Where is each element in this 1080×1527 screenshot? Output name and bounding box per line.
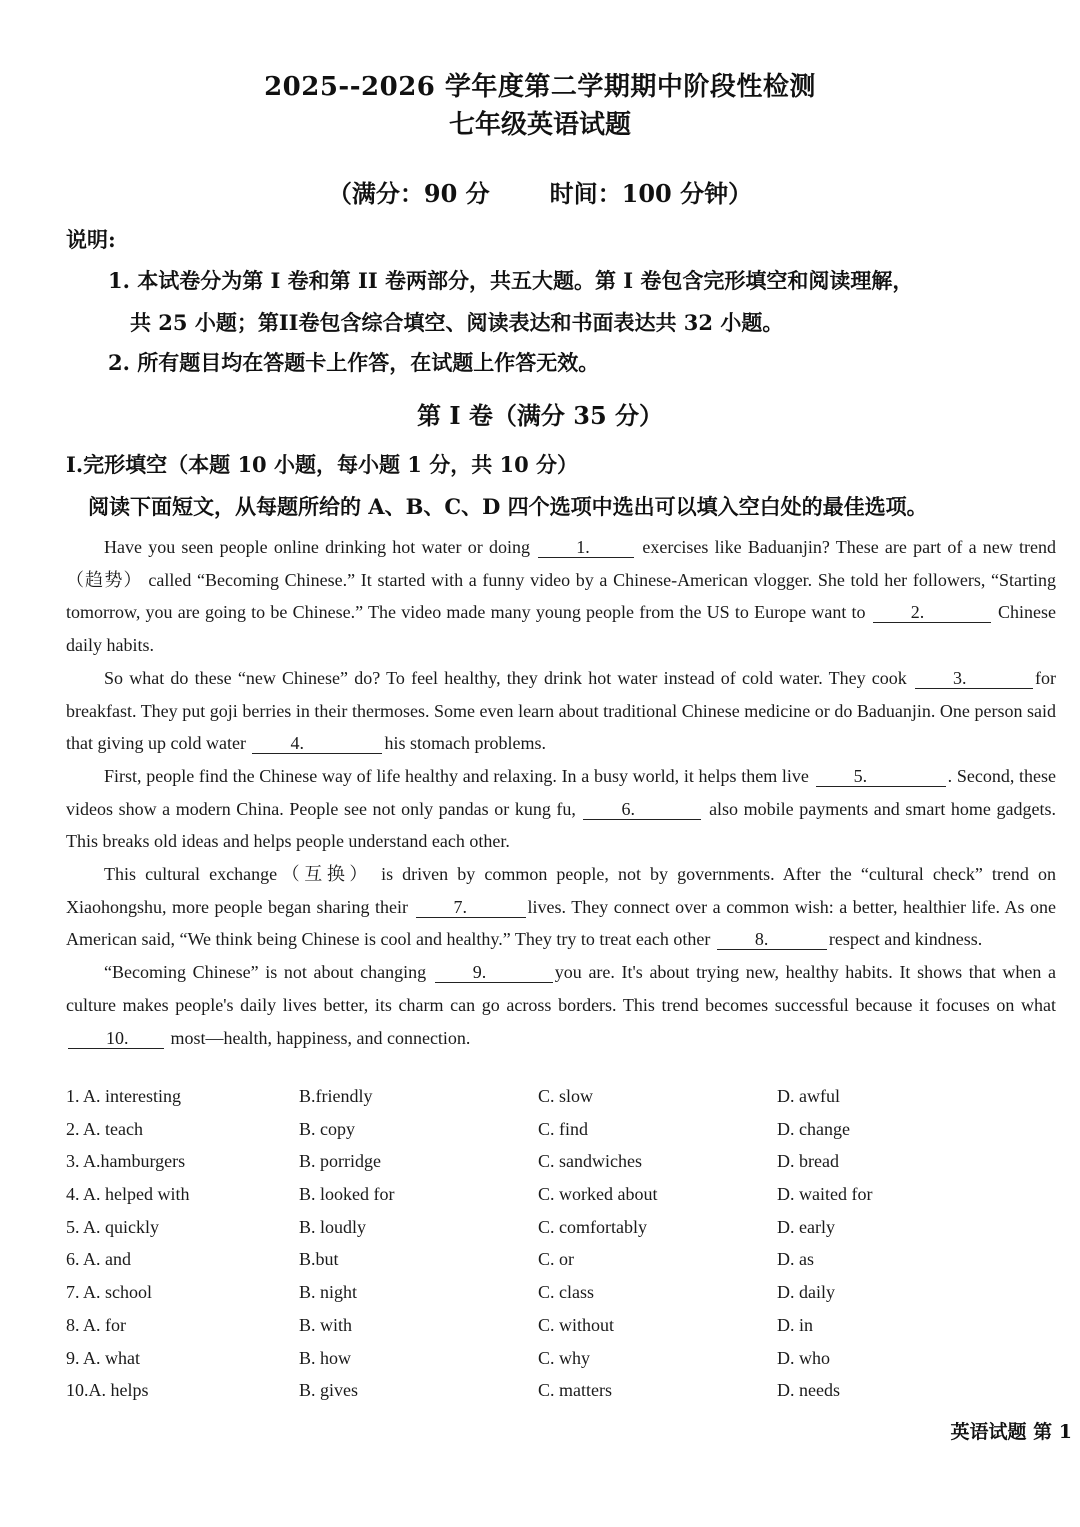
option-a: 7. A. school	[66, 1282, 153, 1303]
option-b: B. how	[299, 1347, 352, 1368]
option-d: D. in	[777, 1314, 813, 1335]
option-b: B. night	[299, 1282, 358, 1303]
exam-subtitle: 七年级英语试题	[448, 110, 631, 140]
section-title: I.完形填空（本题 10 小题，每小题 1 分，共 10 分）	[66, 452, 579, 477]
option-c: C. comfortably	[538, 1216, 647, 1237]
section-instruction: 阅读下面短文，从每题所给的 A、B、C、D 四个选项中选出可以填入空白处的最佳选项。	[88, 494, 928, 519]
option-a: 6. A. and	[66, 1249, 131, 1270]
option-a: 4. A. helped with	[66, 1184, 190, 1205]
option-d: D. change	[777, 1118, 850, 1139]
notes-label: 说明:	[66, 227, 116, 252]
option-d: D. daily	[777, 1282, 835, 1303]
option-b: B. porridge	[299, 1151, 381, 1172]
option-b: B. copy	[299, 1118, 355, 1139]
exam-time: 时间：100 分钟）	[549, 179, 753, 208]
option-row	[66, 1119, 1066, 1152]
full-score: （满分：90 分	[327, 179, 490, 208]
option-d: D. needs	[777, 1380, 840, 1401]
note-item-2: 2. 所有题目均在答题卡上作答，在试题上作答无效。	[108, 350, 600, 375]
note-item-1: 1. 本试卷分为第 I 卷和第 II 卷两部分，共五大题。第 I 卷包含完形填空和阅读理解，	[108, 268, 914, 293]
option-row	[66, 1217, 1066, 1250]
option-d: D. as	[777, 1249, 814, 1270]
option-c: C. class	[538, 1282, 594, 1303]
blank-9: 9.	[435, 962, 553, 983]
blank-1: 1.	[538, 537, 634, 558]
blank-7: 7.	[416, 897, 526, 918]
option-d: D. bread	[777, 1151, 839, 1172]
passage-paragraph: Have you seen people online drinking hot water or doing 1. exercises like Baduanjin? These are part of a new trend（趋势） called “Becoming Chinese.” It started with a funny video by a Chinese-American vlogger. She told her followers, “Starting tomorrow, you are going to be Chinese.” The video made many young people from the US to Europe want to 2. Chinese daily habits.	[66, 537, 1056, 656]
passage-paragraph: “Becoming Chinese” is not about changing 9. you are. It's about trying new, healthy habits. It shows that when a culture makes people's daily lives better, its charm can go across borders. This trend becomes successful because it focuses on what 10. most—health, happiness, and connection.	[66, 962, 1056, 1048]
note-item-1-continued: 共 25 小题；第II卷包含综合填空、阅读表达和书面表达共 32 小题。	[130, 310, 784, 335]
option-d: D. awful	[777, 1086, 840, 1106]
option-b: B. loudly	[299, 1216, 367, 1237]
option-row	[66, 1086, 1066, 1119]
option-d: D. early	[777, 1216, 835, 1237]
option-c: C. worked about	[538, 1184, 658, 1205]
option-a: 1. A. interesting	[66, 1086, 181, 1106]
cloze-passage	[66, 531, 1056, 1054]
option-b: B.but	[299, 1249, 339, 1270]
option-a: 10.A. helps	[66, 1380, 149, 1401]
option-row	[66, 1249, 1066, 1282]
option-row	[66, 1282, 1066, 1315]
option-c: C. slow	[538, 1086, 594, 1106]
option-d: D. who	[777, 1347, 830, 1368]
option-c: C. why	[538, 1347, 591, 1368]
option-c: C. or	[538, 1249, 574, 1270]
option-b: B. gives	[299, 1380, 359, 1401]
exam-title: 2025--2026 学年度第二学期期中阶段性检测	[264, 72, 816, 102]
passage-paragraph: First, people find the Chinese way of life healthy and relaxing. In a busy world, it helps them live 5. . Second, these videos show a modern China. People see not only pandas or kung fu, 6. also mobile payments and smart home gadgets. This breaks old ideas and helps people understand each other.	[66, 765, 1056, 852]
option-b: B.friendly	[299, 1086, 373, 1106]
option-d: D. waited for	[777, 1184, 873, 1205]
option-row	[66, 1380, 1066, 1413]
blank-6: 6.	[583, 799, 701, 820]
option-a: 5. A. quickly	[66, 1216, 159, 1237]
option-row	[66, 1151, 1066, 1184]
score-time-line	[0, 174, 1080, 209]
blank-4: 4.	[252, 733, 382, 754]
option-c: C. sandwiches	[538, 1151, 642, 1172]
blank-3: 3.	[915, 668, 1033, 689]
answer-options	[66, 1086, 1066, 1413]
blank-8: 8.	[717, 929, 827, 950]
option-a: 3. A.hamburgers	[66, 1151, 186, 1172]
passage-paragraph: This cultural exchange（互换） is driven by common people, not by governments. After the “cultural check” trend on Xiaohongshu, more people began sharing their 7. lives. They connect over a common wish: a better, healthier life. As one American said, “We think being Chinese is cool and healthy.” They try to treat each other 8. respect and kindness.	[66, 864, 1056, 950]
option-a: 8. A. for	[66, 1314, 126, 1335]
passage-paragraph: So what do these “new Chinese” do? To feel healthy, they drink hot water instead of cold water. They cook 3. for breakfast. They put goji berries in their thermoses. Some even learn about traditional Chinese medicine or do Baduanjin. One person said that giving up cold water 4. his stomach problems.	[66, 667, 1056, 754]
option-a: 9. A. what	[66, 1347, 140, 1368]
blank-5: 5.	[816, 766, 946, 787]
option-row	[66, 1315, 1066, 1348]
option-a: 2. A. teach	[66, 1118, 143, 1139]
option-c: C. find	[538, 1118, 589, 1139]
option-row	[66, 1184, 1066, 1217]
option-b: B. with	[299, 1314, 353, 1335]
blank-10: 10.	[68, 1028, 164, 1049]
option-c: C. matters	[538, 1380, 612, 1401]
volume-title: 第 I 卷（满分 35 分）	[416, 401, 664, 430]
blank-2: 2.	[873, 602, 991, 623]
option-c: C. without	[538, 1314, 615, 1335]
page-footer: 英语试题 第 1	[950, 1421, 1072, 1443]
option-row	[66, 1348, 1066, 1381]
option-b: B. looked for	[299, 1184, 395, 1205]
